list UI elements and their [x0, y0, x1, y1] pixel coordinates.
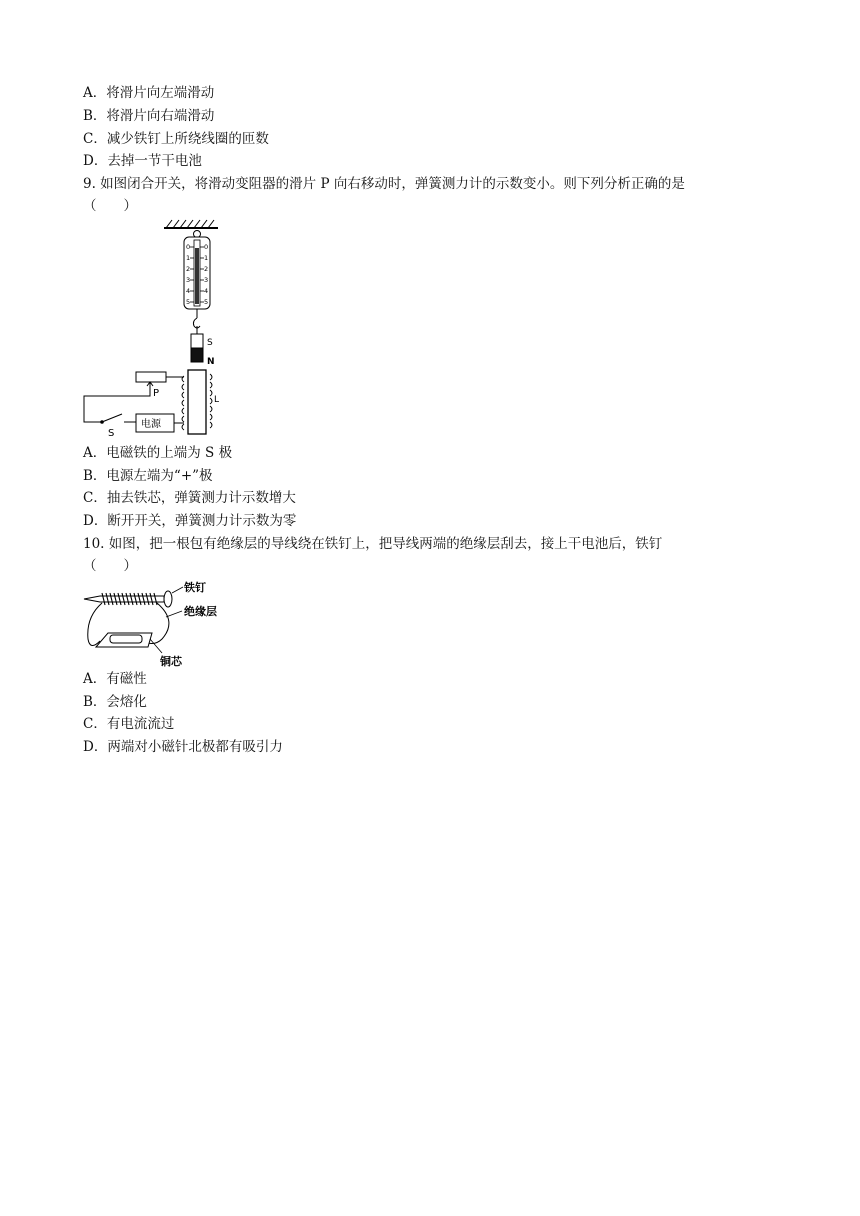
nail-label: 铁钉 [184, 581, 206, 594]
scale-right-2: 2 [204, 265, 209, 273]
q10-option-a: A．有磁性 [83, 671, 147, 687]
q10-stem: 10. 如图，把一根包有绝缘层的导线绕在铁钉上，把导线两端的绝缘层刮去，接上干电池后，铁钉 [83, 536, 663, 552]
spring-scale-ring [194, 231, 201, 238]
leader-nail [172, 587, 183, 593]
coil-l-label: L [214, 395, 220, 405]
q8-option-d: D．去掉一节干电池 [83, 153, 202, 169]
rheostat [136, 372, 166, 382]
magnet-s-label: S [207, 338, 213, 348]
scale-left-0: 0 [186, 243, 191, 251]
scale-left-3: 3 [186, 276, 191, 284]
q10-answer-paren: （ ） [83, 558, 137, 574]
slider-p-label: P [153, 388, 160, 399]
switch-s-label: S [108, 428, 115, 439]
battery [110, 635, 142, 643]
q10-nail-figure [82, 577, 232, 669]
spring-scale-spring [195, 248, 199, 304]
scale-right-1: 1 [204, 254, 209, 262]
power-supply-label: 电源 [141, 419, 161, 430]
q8-option-c: C．减少铁钉上所绕线圈的匝数 [83, 131, 269, 147]
scale-left-2: 2 [186, 265, 191, 273]
insulation-label: 绝缘层 [184, 605, 217, 618]
scale-left-4: 4 [186, 287, 191, 295]
q9-option-c: C．抽去铁芯，弹簧测力计示数增大 [83, 490, 296, 506]
q9-stem: 9. 如图闭合开关，将滑动变阻器的滑片 P 向右移动时，弹簧测力计的示数变小。则下列分析正确的是 [83, 176, 685, 192]
scale-left-1: 1 [186, 254, 191, 262]
q9-circuit-figure [80, 218, 240, 440]
scale-right-5: 5 [204, 298, 209, 306]
q9-option-a: A．电磁铁的上端为 S 极 [83, 445, 233, 461]
q10-option-c: C．有电流流过 [83, 716, 175, 732]
switch-blade [102, 414, 122, 422]
q8-option-a: A．将滑片向左端滑动 [83, 85, 215, 101]
scale-right-0: 0 [204, 243, 209, 251]
magnet-south-half [191, 334, 203, 348]
q9-option-b: B．电源左端为“+”极 [83, 468, 213, 484]
magnet-n-label: N [207, 357, 215, 367]
magnet-north-half [191, 348, 203, 362]
q10-option-d: D．两端对小磁针北极都有吸引力 [83, 739, 283, 755]
q8-option-b: B．将滑片向右端滑动 [83, 108, 215, 124]
scale-right-4: 4 [204, 287, 209, 295]
q9-answer-paren: （ ） [83, 198, 137, 214]
scale-left-5: 5 [186, 298, 191, 306]
q10-option-b: B．会熔化 [83, 694, 147, 710]
wire-left [88, 603, 102, 646]
q9-option-d: D．断开开关，弹簧测力计示数为零 [83, 513, 297, 529]
electromagnet-core [188, 370, 206, 434]
core-label: 铜芯 [160, 655, 182, 668]
nail-head [164, 591, 172, 607]
scale-right-3: 3 [204, 276, 209, 284]
leader-insulation [166, 611, 182, 617]
ceiling-hatch [166, 220, 214, 228]
